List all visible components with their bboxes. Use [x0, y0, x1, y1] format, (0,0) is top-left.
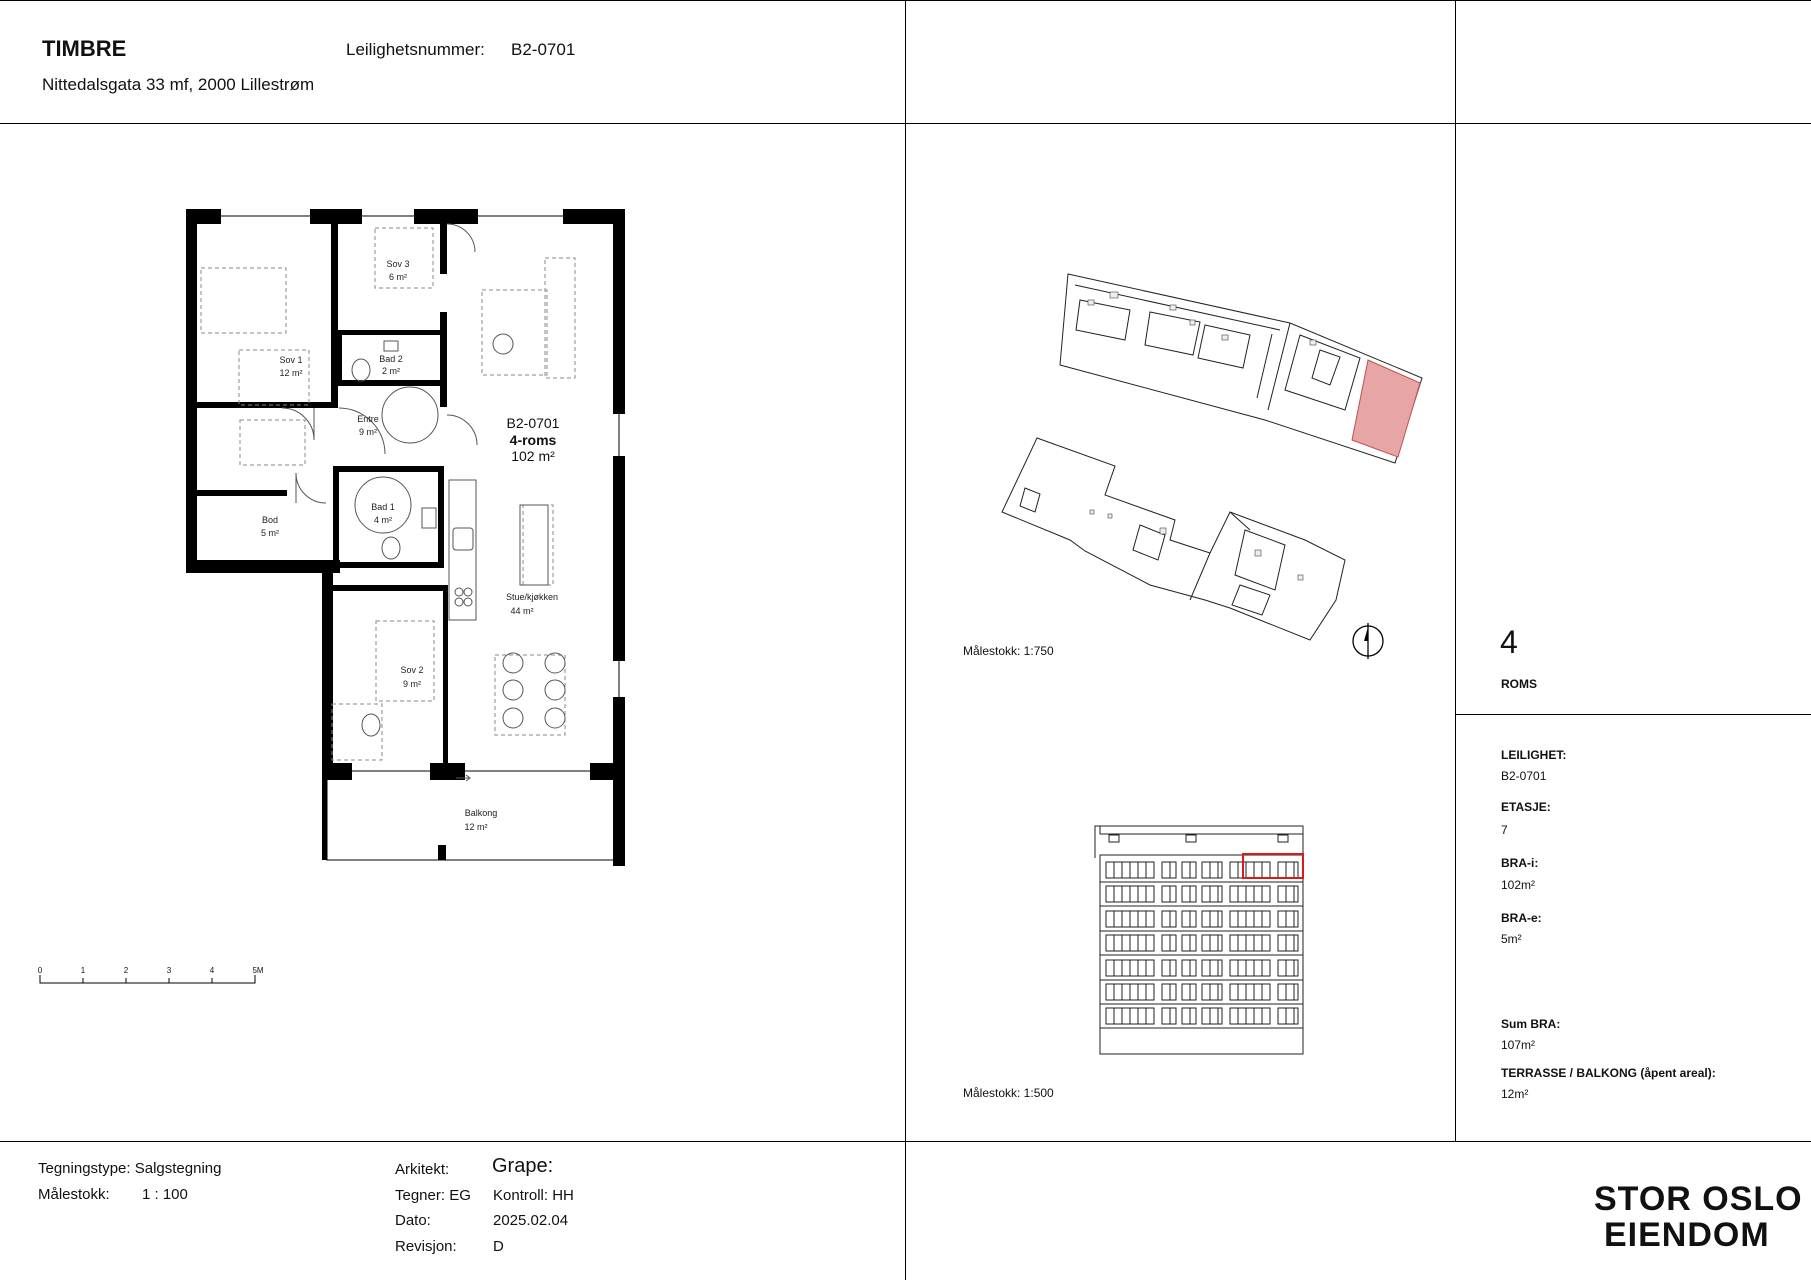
elevation-window	[1182, 911, 1196, 927]
elevation-window	[1182, 1008, 1196, 1024]
room-name: Bad 2	[379, 354, 403, 364]
elevation-window	[1182, 935, 1196, 951]
north-arrow-icon	[1353, 623, 1383, 659]
elevation-window	[1202, 1008, 1222, 1024]
elevation-drawing	[906, 810, 1455, 1060]
unit-label: B2-0701	[506, 415, 560, 431]
control: Kontroll: HH	[493, 1187, 574, 1204]
info-divider	[1455, 714, 1811, 715]
room-name: Balkong	[464, 808, 498, 818]
apartment-number: B2-0701	[511, 40, 576, 59]
sum-bra-label: Sum BRA:	[1501, 1017, 1561, 1031]
room-name: Bod	[261, 515, 279, 525]
elevation-window	[1162, 862, 1176, 878]
elevation-window	[1182, 960, 1196, 976]
elevation-window	[1182, 862, 1196, 878]
scale-tick: 4	[209, 966, 215, 975]
elevation-window	[1162, 935, 1176, 951]
terrace-value: 12m²	[1501, 1087, 1529, 1101]
elevation-window	[1182, 886, 1196, 902]
room-area: 9 m²	[403, 679, 421, 689]
room-area: 9 m²	[359, 427, 377, 437]
elevation-window	[1278, 1008, 1298, 1024]
site-plan	[906, 124, 1455, 664]
elevation-window	[1230, 960, 1270, 976]
site-scale-label: Målestokk: 1:750	[963, 644, 1054, 658]
column-divider-2	[1455, 0, 1456, 1141]
unit-type: 4-roms	[509, 432, 557, 448]
room-area: 4 m²	[374, 515, 392, 525]
elevation-window	[1278, 984, 1298, 1000]
elevation-window	[1278, 935, 1298, 951]
room-name: Sov 1	[279, 355, 303, 365]
elevation-window	[1230, 886, 1270, 902]
date-value: 2025.02.04	[493, 1212, 569, 1229]
apartment-number-label: Leilighetsnummer:	[346, 40, 485, 59]
elevation-window	[1230, 984, 1270, 1000]
elevation-window	[1202, 886, 1222, 902]
scale-tick: 3	[166, 966, 172, 975]
drawer: Tegner: EG	[395, 1187, 471, 1204]
elevation-window	[1278, 960, 1298, 976]
scale-value: 1 : 100	[142, 1186, 188, 1203]
elevation-window	[1202, 935, 1222, 951]
scale-tick: 2	[123, 966, 129, 975]
architect-label: Arkitekt:	[395, 1161, 450, 1178]
elevation-window	[1202, 911, 1222, 927]
room-area: 5 m²	[261, 528, 279, 538]
elevation-window	[1230, 1008, 1270, 1024]
elevation-window	[1202, 960, 1222, 976]
elevation-window	[1230, 935, 1270, 951]
room-name: Sov 3	[386, 259, 410, 269]
sum-bra-value: 107m²	[1501, 1038, 1536, 1052]
project-title: TIMBRE	[42, 36, 127, 61]
revision-label: Revisjon:	[395, 1238, 457, 1255]
scale-tick: 1	[80, 966, 86, 975]
elevation-window	[1230, 911, 1270, 927]
room-name: Entre	[357, 414, 379, 424]
rooms-count: 4	[1500, 624, 1518, 660]
elevation-window	[1162, 984, 1176, 1000]
scale-tick: 0	[37, 966, 43, 975]
bra-e-label: BRA-e:	[1501, 911, 1542, 925]
date-label: Dato:	[395, 1212, 431, 1229]
room-name: Bad 1	[371, 502, 395, 512]
elevation-window	[1278, 886, 1298, 902]
bra-i-label: BRA-i:	[1501, 856, 1539, 870]
floor-plan	[0, 124, 905, 1140]
elevation-window	[1202, 984, 1222, 1000]
elevation-window	[1162, 911, 1176, 927]
terrace-label: TERRASSE / BALKONG (åpent areal):	[1501, 1066, 1716, 1080]
floor-value: 7	[1501, 823, 1508, 837]
company-logo-line1: STOR OSLO	[1594, 1180, 1803, 1218]
rooms-label: ROMS	[1501, 677, 1537, 691]
elevation-window	[1162, 960, 1176, 976]
architect-logo: Grape:	[492, 1155, 554, 1177]
highlight-apartment	[1352, 360, 1420, 457]
address: Nittedalsgata 33 mf, 2000 Lillestrøm	[42, 75, 315, 94]
unit-area: 102 m²	[511, 448, 555, 464]
room-area: 44 m²	[510, 606, 534, 616]
room-name: Stue/kjøkken	[505, 592, 559, 602]
elevation-window	[1162, 1008, 1176, 1024]
room-name: Sov 2	[400, 665, 424, 675]
elevation-window	[1162, 886, 1176, 902]
apartment-label: LEILIGHET:	[1501, 748, 1567, 762]
floor-label: ETASJE:	[1501, 800, 1551, 814]
scale-tick: 5M	[252, 966, 264, 975]
apartment-value: B2-0701	[1501, 769, 1547, 783]
elevation-window	[1202, 862, 1222, 878]
elevation-window	[1278, 911, 1298, 927]
room-area: 2 m²	[382, 366, 400, 376]
bra-e-value: 5m²	[1501, 932, 1522, 946]
elevation-window	[1182, 984, 1196, 1000]
elevation-scale-label: Målestokk: 1:500	[963, 1086, 1054, 1100]
drawing-type: Tegningstype: Salgstegning	[38, 1160, 222, 1177]
elevation-window	[1278, 862, 1298, 878]
scale-label: Målestokk:	[38, 1186, 110, 1203]
room-area: 6 m²	[389, 272, 407, 282]
room-area: 12 m²	[279, 368, 303, 378]
company-logo-line2: EIENDOM	[1604, 1216, 1770, 1254]
bra-i-value: 102m²	[1501, 878, 1536, 892]
room-area: 12 m²	[464, 822, 488, 832]
revision-value: D	[493, 1238, 504, 1255]
elevation-window	[1230, 862, 1270, 878]
